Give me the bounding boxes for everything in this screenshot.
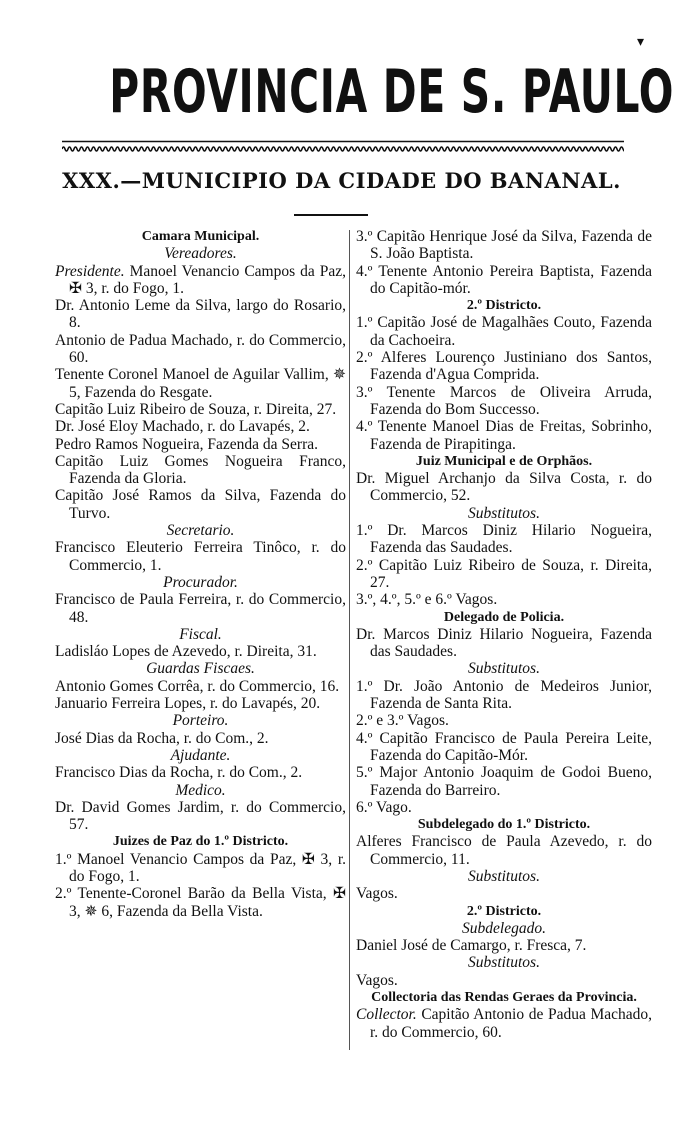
entry-text: Manoel Venancio Campos da Paz, ✠ 3, r. do Fogo, 1. bbox=[69, 262, 346, 297]
entry: Capitão Luiz Ribeiro de Souza, r. Direita, 27. bbox=[55, 400, 337, 418]
section-heading: Juiz Municipal e de Orphãos. bbox=[415, 453, 593, 469]
short-rule bbox=[294, 214, 368, 216]
right-column bbox=[356, 228, 652, 1041]
entry-role-label: Presidente. bbox=[55, 262, 125, 280]
entry-role-label: Collector. bbox=[356, 1006, 417, 1024]
entry: 6.º Vago. bbox=[356, 798, 412, 816]
entry: Januario Ferreira Lopes, r. do Lavapés, 20. bbox=[55, 695, 321, 713]
corner-mark: ▾ bbox=[637, 34, 645, 50]
role-heading: Porteiro. bbox=[172, 712, 229, 730]
role-heading: Substitutos. bbox=[468, 954, 540, 972]
left-column bbox=[55, 228, 346, 920]
role-heading: Procurador. bbox=[163, 573, 238, 591]
role-heading: Substitutos. bbox=[468, 867, 540, 885]
entry: Vagos. bbox=[356, 971, 398, 989]
entry: Vagos. bbox=[356, 885, 398, 903]
entry: Francisco de Paula Ferreira, r. do Commercio, 48. bbox=[55, 591, 346, 626]
role-heading: Substitutos. bbox=[468, 504, 540, 522]
entry-text: Capitão Antonio de Padua Machado, r. do Commercio, 60. bbox=[370, 1006, 652, 1041]
role-heading: Vereadores. bbox=[164, 245, 237, 263]
section-heading: Camara Municipal. bbox=[141, 229, 260, 244]
entry: Capitão Luiz Gomes Nogueira Franco, Fazenda da Gloria. bbox=[55, 452, 346, 488]
entry bbox=[356, 1006, 652, 1041]
entry: José Dias da Rocha, r. do Com., 2. bbox=[55, 729, 269, 747]
entry: 1.º Dr. Marcos Diniz Hilario Nogueira, Fazenda das Saudades. bbox=[356, 522, 652, 557]
entry: Capitão José Ramos da Silva, Fazenda do Turvo. bbox=[55, 487, 346, 522]
entry: Antonio Gomes Corrêa, r. do Commercio, 16. bbox=[55, 677, 340, 695]
entry: Antonio de Padua Machado, r. do Commercio, 60. bbox=[55, 331, 346, 367]
entry bbox=[55, 263, 346, 298]
entry: 1.º Manoel Venancio Campos da Paz, ✠ 3, r. do Fogo, 1. bbox=[55, 850, 346, 885]
entry: 4.º Tenente Antonio Pereira Baptista, Fazenda do Capitão-mór. bbox=[356, 262, 652, 297]
role-heading: Fiscal. bbox=[179, 625, 222, 643]
entry: 4.º Capitão Francisco de Paula Pereira Leite, Fazenda do Capitão-Mór. bbox=[356, 729, 652, 764]
entry: Pedro Ramos Nogueira, Fazenda da Serra. bbox=[55, 435, 318, 453]
entry: 2.º e 3.º Vagos. bbox=[356, 712, 449, 730]
role-heading: Medico. bbox=[175, 781, 226, 799]
entry: 3.º, 4.º, 5.º e 6.º Vagos. bbox=[356, 591, 498, 609]
role-heading: Secretario. bbox=[166, 522, 235, 540]
section-heading: 2.º Districto. bbox=[466, 903, 542, 919]
wavy-rule bbox=[62, 140, 624, 154]
entry: 2.º Tenente-Coronel Barão da Bella Vista, ✠ 3, ✵ 6, Fazenda da Bella Vista. bbox=[55, 885, 346, 920]
section-heading: Subdelegado do 1.º Districto. bbox=[417, 817, 591, 833]
entry: Dr. David Gomes Jardim, r. do Commercio, 57. bbox=[55, 798, 346, 834]
entry: Dr. Miguel Archanjo da Silva Costa, r. do Commercio, 52. bbox=[356, 470, 652, 505]
entry: Alferes Francisco de Paula Azevedo, r. do Commercio, 11. bbox=[356, 833, 652, 868]
entry: Dr. Marcos Diniz Hilario Nogueira, Fazenda das Saudades. bbox=[356, 625, 652, 661]
entry: 2.º Alferes Lourenço Justiniano dos Santos, Fazenda d'Agua Comprida. bbox=[356, 349, 652, 384]
entry: 5.º Major Antonio Joaquim de Godoi Bueno, Fazenda do Barreiro. bbox=[356, 764, 652, 799]
masthead-title: PROVINCIA DE S. PAULO bbox=[109, 57, 675, 127]
entry: 1.º Dr. João Antonio de Medeiros Junior, Fazenda de Santa Rita. bbox=[356, 677, 652, 713]
section-heading: Delegado de Policia. bbox=[443, 609, 565, 625]
entry: 2.º Capitão Luiz Ribeiro de Souza, r. Direita, 27. bbox=[356, 556, 652, 591]
section-title: XXX.—MUNICIPIO DA CIDADE DO BANANAL. bbox=[62, 168, 621, 193]
role-heading: Substitutos. bbox=[468, 660, 540, 678]
section-heading: Collectoria das Rendas Geraes da Provincia. bbox=[371, 990, 637, 1006]
column-divider bbox=[349, 230, 350, 1050]
entry: 3.º Tenente Marcos de Oliveira Arruda, Fazenda do Bom Successo. bbox=[356, 383, 652, 418]
role-heading: Guardas Fiscaes. bbox=[146, 660, 255, 678]
role-heading: Ajudante. bbox=[170, 746, 231, 764]
entry: Francisco Eleuterio Ferreira Tinôco, r. do Commercio, 1. bbox=[55, 539, 346, 574]
entry: Dr. José Eloy Machado, r. do Lavapés, 2. bbox=[55, 418, 310, 436]
entry: 3.º Capitão Henrique José da Silva, Fazenda de S. João Baptista. bbox=[356, 228, 652, 263]
entry: 1.º Capitão José de Magalhães Couto, Fazenda da Cachoeira. bbox=[356, 314, 652, 349]
entry: Dr. Antonio Leme da Silva, largo do Rosario, 8. bbox=[55, 297, 346, 332]
section-heading: 2.º Districto. bbox=[466, 298, 542, 314]
entry: Tenente Coronel Manoel de Aguilar Vallim, ✵ 5, Fazenda do Resgate. bbox=[55, 366, 346, 401]
role-heading: Subdelegado. bbox=[462, 919, 546, 937]
entry: Daniel José de Camargo, r. Fresca, 7. bbox=[356, 937, 587, 955]
entry: Ladisláo Lopes de Azevedo, r. Direita, 31. bbox=[55, 643, 317, 661]
entry: Francisco Dias da Rocha, r. do Com., 2. bbox=[55, 764, 303, 782]
entry: 4.º Tenente Manoel Dias de Freitas, Sobrinho, Fazenda de Pirapitinga. bbox=[356, 418, 652, 453]
section-heading: Juizes de Paz do 1.º Districto. bbox=[112, 834, 289, 850]
